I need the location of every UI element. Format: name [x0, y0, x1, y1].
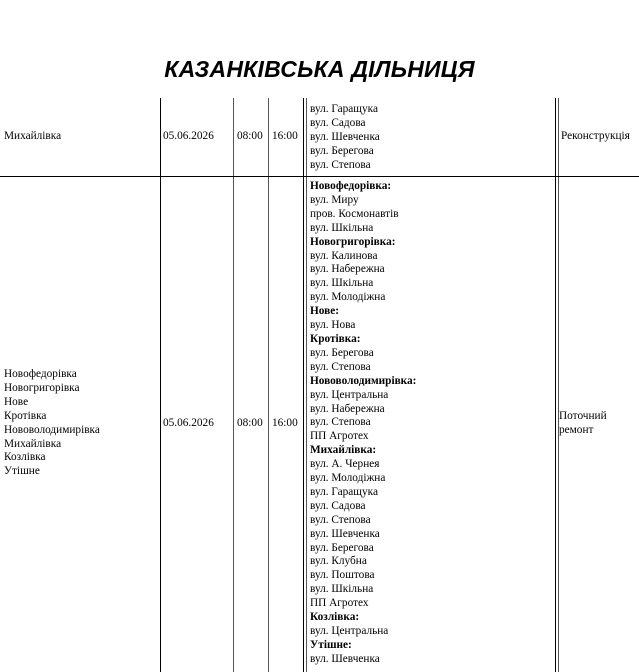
street-name: вул. Нова: [310, 319, 356, 332]
locality-heading: Новогригорівка:: [310, 235, 396, 248]
time-to-cell: 16:00: [272, 417, 298, 429]
column-divider: [555, 98, 556, 672]
street-name: вул. Набережна: [310, 402, 385, 415]
street-name: вул. Шевченка: [310, 527, 380, 540]
column-divider: [160, 98, 161, 672]
street-name: вул. Калинова: [310, 249, 378, 262]
date-cell: 05.06.2026: [163, 417, 214, 429]
street-name: вул. Садова: [310, 499, 366, 512]
reason-text: ремонт: [559, 423, 594, 436]
street-name: вул. Поштова: [310, 569, 375, 582]
locality-name: Новогригорівка: [4, 381, 80, 394]
street-name: вул. Шевченка: [310, 130, 380, 143]
locality-name: Нововолодимирівка: [4, 423, 100, 436]
street-name: вул. Степова: [310, 158, 371, 171]
street-name: вул. Миру: [310, 193, 359, 206]
street-name: вул. А. Чернея: [310, 458, 380, 471]
street-name: вул. Берегова: [310, 541, 374, 554]
page-title: КАЗАНКІВСЬКА ДІЛЬНИЦЯ: [164, 56, 475, 82]
street-name: ПП Агротех: [310, 430, 369, 443]
date-cell: 05.06.2026: [163, 130, 214, 142]
column-divider: [233, 98, 234, 672]
locality-name: Козлівка: [4, 451, 46, 464]
street-name: вул. Центральна: [310, 388, 389, 401]
locality-heading: Михайлівка:: [310, 444, 377, 457]
locality-name: Нове: [4, 395, 29, 408]
locality-heading: Новофедорівка:: [310, 180, 392, 192]
outage-table: [0, 98, 639, 672]
street-name: пров. Космонавтів: [310, 207, 399, 220]
street-name: вул. Шкільна: [310, 583, 374, 596]
locality-name: Утішне: [4, 465, 40, 478]
street-name: вул. Берегова: [310, 346, 374, 359]
street-name: вул. Шевченка: [310, 652, 380, 665]
street-name: вул. Берегова: [310, 144, 374, 157]
reason-text: Реконструкція: [561, 130, 630, 142]
street-name: ПП Агротех: [310, 597, 369, 610]
row-divider: [0, 176, 639, 177]
street-name: вул. Степова: [310, 513, 371, 526]
street-name: вул. Гаращука: [310, 103, 378, 115]
column-divider: [558, 98, 559, 672]
street-name: вул. Шкільна: [310, 277, 374, 290]
reason-cell: [559, 410, 607, 438]
street-name: вул. Набережна: [310, 263, 385, 276]
locality-name: Новофедорівка: [4, 368, 77, 380]
time-from-cell: 08:00: [237, 417, 263, 429]
column-divider: [306, 98, 307, 672]
street-name: вул. Степова: [310, 360, 371, 373]
localities-cell: [4, 130, 61, 144]
locality-heading: Козлівка:: [310, 611, 360, 624]
locality-heading: Утішне:: [310, 638, 352, 651]
locality-heading: Нове:: [310, 305, 340, 318]
locality-name: Михайлівка: [4, 437, 62, 450]
locality-heading: Кротівка:: [310, 332, 361, 345]
reason-cell: [561, 130, 630, 144]
localities-cell: [4, 368, 100, 479]
streets-cell: [310, 180, 416, 667]
street-name: вул. Шкільна: [310, 221, 374, 234]
reason-text: Поточний: [559, 410, 607, 422]
street-name: вул. Молодіжна: [310, 472, 386, 485]
street-name: вул. Садова: [310, 116, 366, 129]
column-divider: [268, 98, 269, 672]
street-name: вул. Центральна: [310, 625, 389, 637]
street-name: вул. Гаращука: [310, 485, 378, 498]
column-divider: [303, 98, 304, 672]
street-name: вул. Молодіжна: [310, 291, 386, 304]
streets-cell: [310, 103, 380, 173]
locality-name: Кротівка: [4, 409, 47, 422]
locality-heading: Нововолодимирівка:: [310, 374, 417, 387]
time-to-cell: 16:00: [272, 130, 298, 142]
street-name: вул. Клубна: [310, 555, 367, 568]
locality-name: Михайлівка: [4, 130, 62, 142]
time-from-cell: 08:00: [237, 130, 263, 142]
street-name: вул. Степова: [310, 416, 371, 429]
